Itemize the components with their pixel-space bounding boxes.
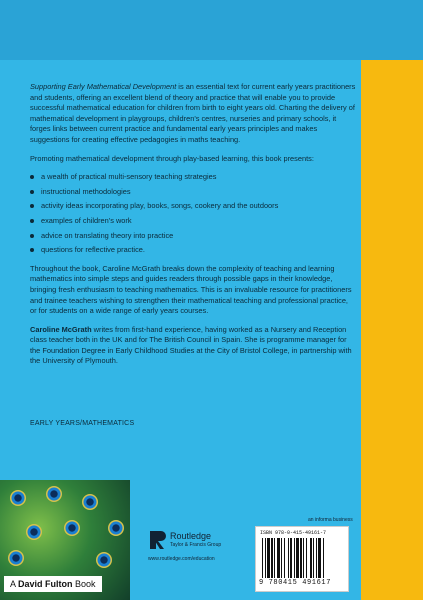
- author-bio: writes from first-hand experience, having worked as a Nursery and Reception class teacher both in the UK and for The British Council in Spain. She is programme manager for the Foundation Degree in Early Childhood Studies at the City of Bristol College, in partnership with the University of Plymouth.: [30, 324, 352, 366]
- list-item: examples of children's work: [30, 216, 356, 227]
- promo-paragraph: Promoting mathematical development through play-based learning, this book presents:: [30, 153, 314, 163]
- ean-number: 9 780415 491617: [259, 579, 332, 587]
- publisher-group: Taylor & Francis Group: [170, 542, 222, 548]
- author-paragraph: [30, 325, 356, 367]
- yellow-spine-bar: [361, 60, 423, 600]
- publisher-logo: [148, 527, 240, 567]
- barcode-bars: [262, 538, 342, 578]
- intro-text: is an essential text for current early years practitioners and students, offering an excellent blend of theory and practice that will enable you to provide successful mathematical education for children from birth to eight years old. Charting the delivery of mathematical development in playgroups, children's centres, nurseries and primary schools, it forges links between current practice and fundamental early years principles and makes suggestions for creating effective pedagogies in maths teaching.: [30, 82, 356, 144]
- intro-paragraph: [30, 82, 356, 146]
- informa-text: an informa business: [308, 517, 353, 523]
- routledge-logo-icon: [148, 529, 166, 551]
- isbn-text: ISBN 978-0-415-49161-7: [260, 530, 327, 536]
- publisher-name: Routledge: [170, 531, 212, 541]
- imprint-label: A David Fulton Book: [4, 576, 102, 592]
- list-item: instructional methodologies: [30, 187, 356, 198]
- category-label: EARLY YEARS/MATHEMATICS: [30, 420, 135, 427]
- list-item: a wealth of practical multi-sensory teaching strategies: [30, 172, 356, 183]
- peacock-feather-image: [0, 480, 130, 600]
- back-cover-text: [30, 82, 356, 375]
- book-title-italic: Supporting Early Mathematical Development: [30, 82, 177, 91]
- feature-list: [30, 172, 356, 256]
- list-item: activity ideas incorporating play, books, songs, cookery and the outdoors: [30, 201, 356, 212]
- body-paragraph: Throughout the book, Caroline McGrath breaks down the complexity of teaching and learning mathematics into simple steps and guides readers through possible gaps in their knowledge, bringing fresh enthusiasm to teaching mathematics. This is an invaluable resource for practitioners and trainee teachers wishing to strengthen their mathematical teaching and professional practice, or for students on a wide range of early years courses.: [30, 263, 352, 316]
- publisher-url: www.routledge.com/education: [148, 556, 215, 562]
- barcode: [255, 526, 349, 592]
- list-item: questions for reflective practice.: [30, 245, 356, 256]
- author-name: Caroline McGrath: [30, 324, 92, 334]
- list-item: advice on translating theory into practice: [30, 231, 356, 242]
- top-band: [0, 0, 423, 60]
